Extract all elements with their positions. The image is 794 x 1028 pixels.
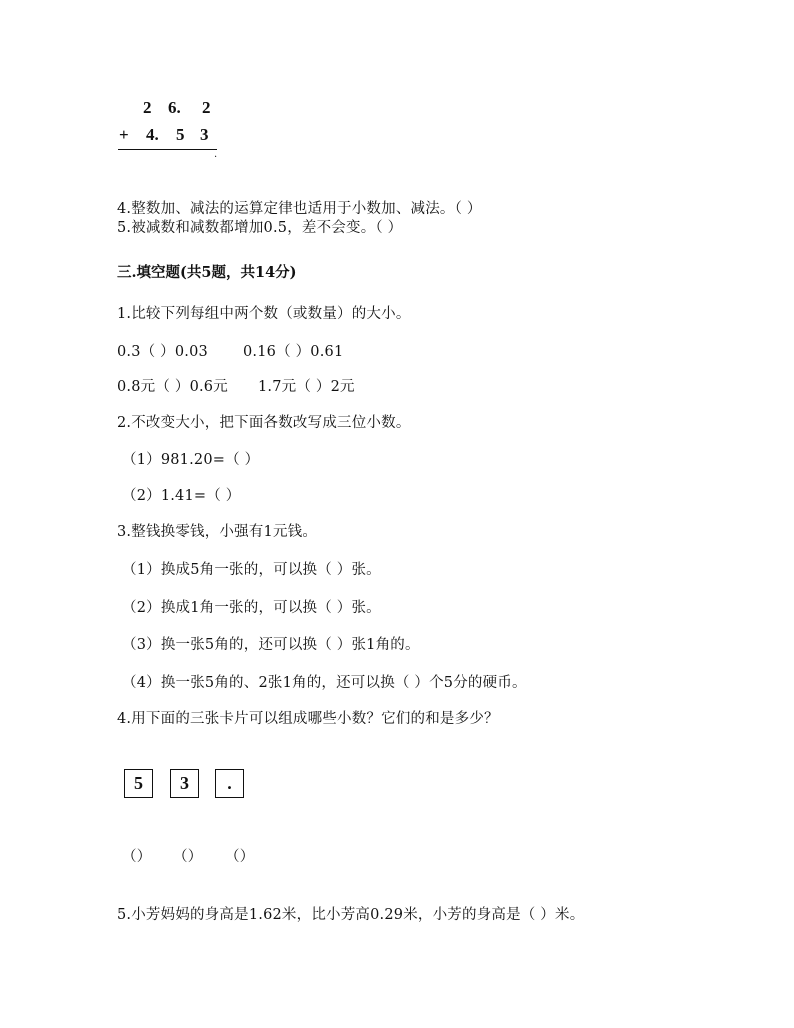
sub-question: （1）981.20=（ ）: [122, 452, 260, 468]
sub-question: （4）换一张5角的、2张1角的，还可以换（ ）个5分的硬币。: [122, 675, 527, 691]
compare-item: 0.8元（ ）0.6元: [117, 379, 228, 395]
answer-blank: （）: [122, 849, 152, 865]
question-2: 2.不改变大小，把下面各数改写成三位小数。: [117, 415, 411, 431]
compare-item: 1.7元（ ）2元: [258, 379, 355, 395]
question-3: 3.整钱换零钱，小强有1元钱。: [117, 524, 318, 540]
answer-blank: （）: [225, 849, 255, 865]
plus-sign: +: [119, 125, 129, 144]
addend2-digit: 4.: [146, 125, 159, 144]
sub-question: （2）1.41=（ ）: [122, 488, 241, 504]
sub-question: （1）换成5角一张的，可以换（ ）张。: [122, 562, 381, 578]
addend1-digit: 2: [143, 98, 152, 117]
compare-item: 0.3（ ）0.03: [117, 344, 208, 360]
judge-question-5: 5.被减数和减数都增加0.5，差不会变。（ ）: [117, 220, 403, 236]
addend2-digit: 5: [176, 125, 185, 144]
sub-question: （3）换一张5角的，还可以换（ ）张1角的。: [122, 637, 420, 653]
judge-question-4: 4.整数加、减法的运算定律也适用于小数加、减法。（ ）: [117, 201, 482, 217]
sum-line: [118, 149, 217, 150]
question-1: 1.比较下列每组中两个数（或数量）的大小。: [117, 306, 411, 322]
answer-blank: （）: [173, 849, 203, 865]
question-5: 5.小芳妈妈的身高是1.62米，比小芳高0.29米，小芳的身高是（ ）米。: [117, 907, 585, 923]
addend1-digit: 6.: [168, 98, 181, 117]
section-title: 三.填空题(共5题，共14分): [117, 264, 297, 281]
answer-mark: .: [214, 149, 218, 160]
number-card: 3: [170, 769, 199, 798]
decimal-point-card: .: [215, 769, 244, 798]
addend2-digit: 3: [200, 125, 209, 144]
question-4: 4.用下面的三张卡片可以组成哪些小数？它们的和是多少？: [117, 711, 499, 727]
sub-question: （2）换成1角一张的，可以换（ ）张。: [122, 600, 381, 616]
addend1-digit: 2: [202, 98, 211, 117]
number-card: 5: [124, 769, 153, 798]
compare-item: 0.16（ ）0.61: [243, 344, 344, 360]
